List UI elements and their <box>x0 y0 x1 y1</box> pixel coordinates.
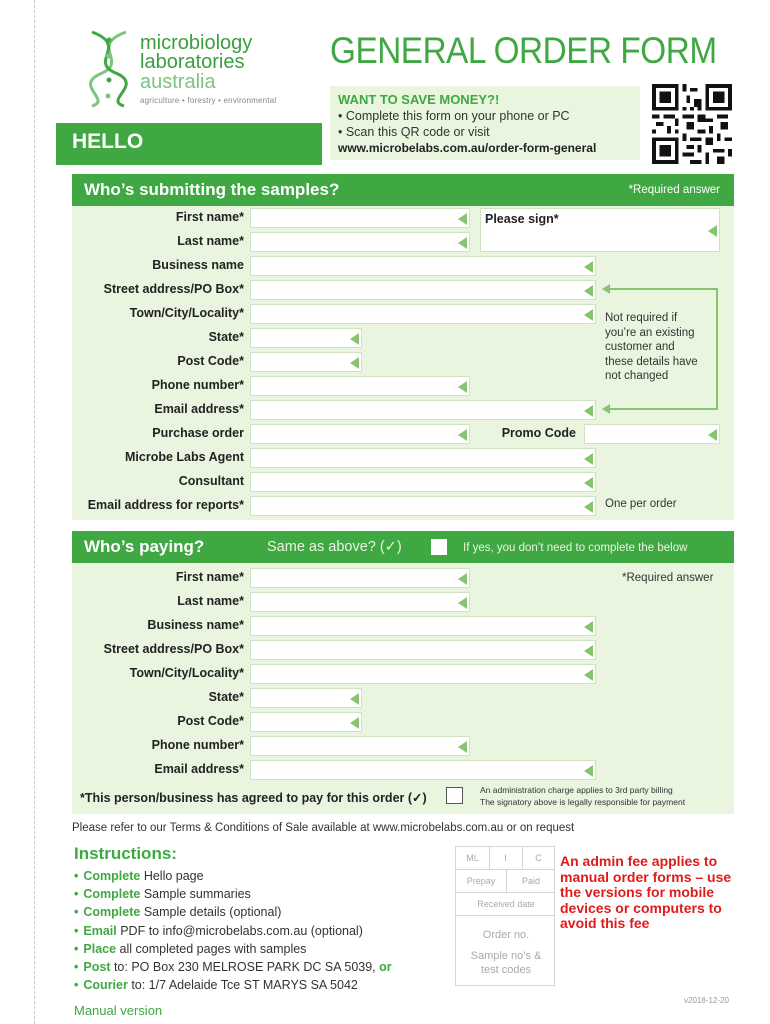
save-line-2: • Scan this QR code or visit <box>338 124 490 139</box>
state-label: State* <box>208 330 244 344</box>
office-use-box <box>455 846 555 986</box>
town-input[interactable] <box>250 304 596 324</box>
admin-note-line-2: The signatory above is legally responsible for payment <box>480 797 686 807</box>
logo-line-3: australia <box>140 71 216 93</box>
required-note: *Required answer <box>628 184 720 196</box>
consultant-input[interactable] <box>250 472 596 492</box>
payer-first-name-label: First name* <box>175 570 244 584</box>
hello-banner: HELLO <box>56 123 322 165</box>
town-label: Town/City/Locality* <box>129 306 244 320</box>
phone-label: Phone number* <box>151 378 244 392</box>
office-order-no: Order no. <box>482 929 530 941</box>
office-ml: ML <box>466 853 479 863</box>
payer-phone-label: Phone number* <box>151 738 244 752</box>
arrow-left-icon <box>602 284 610 294</box>
first-name-input[interactable] <box>250 208 470 228</box>
agent-label: Microbe Labs Agent <box>125 450 244 464</box>
submitter-header-bar <box>72 174 734 206</box>
post-code-label: Post Code* <box>177 354 244 368</box>
version-label: v2018-12-20 <box>684 996 729 1005</box>
same-as-above-checkbox[interactable] <box>431 539 447 555</box>
admin-charge-note <box>480 784 685 808</box>
dna-helix-icon <box>78 28 140 108</box>
promo-code-input[interactable] <box>584 424 720 444</box>
note-line: customer and <box>605 341 675 353</box>
instruction-item: • Place all completed pages with samples <box>74 941 307 956</box>
promo-code-label: Promo Code <box>501 426 576 440</box>
payer-street-input[interactable] <box>250 640 596 660</box>
logo-line-1: microbiology <box>140 32 253 54</box>
payer-state-input[interactable] <box>250 688 362 708</box>
save-money-box <box>330 86 640 160</box>
logo-line-2: laboratories <box>140 51 245 73</box>
form-title: GENERAL ORDER FORM <box>330 30 717 71</box>
instruction-item: • Email PDF to info@microbelabs.com.au (optional) <box>74 923 363 938</box>
one-per-order-note: One per order <box>605 498 677 510</box>
office-paid: Paid <box>521 876 540 886</box>
phone-input[interactable] <box>250 376 470 396</box>
payer-town-label: Town/City/Locality* <box>129 666 244 680</box>
qr-code-icon[interactable] <box>652 84 732 164</box>
payer-post-code-label: Post Code* <box>177 714 244 728</box>
payer-last-name-label: Last name* <box>177 594 244 608</box>
office-sample-nos: Sample no’s & <box>470 950 542 962</box>
email-reports-input[interactable] <box>250 496 596 516</box>
terms-note: Please refer to our Terms & Conditions of Sale available at www.microbelabs.com.au or on request <box>72 822 575 834</box>
agent-input[interactable] <box>250 448 596 468</box>
payer-email-label: Email address* <box>154 762 244 776</box>
payer-first-name-input[interactable] <box>250 568 470 588</box>
office-received-date: Received date <box>477 899 535 909</box>
save-money-title: WANT TO SAVE MONEY?! <box>338 92 500 107</box>
instruction-item: • Complete Hello page <box>74 869 204 883</box>
business-name-label: Business name <box>152 258 244 272</box>
admin-fee-warning: An admin fee applies to manual order forms – use the versions for mobile devices or computers to avoid this fee <box>560 853 732 931</box>
company-logo <box>78 28 308 108</box>
payer-phone-input[interactable] <box>250 736 470 756</box>
first-name-label: First name* <box>175 210 244 224</box>
instruction-item: • Post to: PO Box 230 MELROSE PARK DC SA 5039, or <box>74 960 392 975</box>
arrow-left-icon <box>602 404 610 414</box>
instruction-item: • Complete Sample details (optional) <box>74 905 282 920</box>
last-name-label: Last name* <box>177 234 244 248</box>
office-test-codes: test codes <box>480 964 532 976</box>
agree-to-pay-checkbox[interactable] <box>446 787 463 804</box>
save-line-1: • Complete this form on your phone or PC <box>338 109 570 123</box>
email-input[interactable] <box>250 400 596 420</box>
payer-last-name-input[interactable] <box>250 592 470 612</box>
note-line: these details have <box>605 355 698 368</box>
same-as-above-note: If yes, you don’t need to complete the below <box>463 542 688 554</box>
manual-version-label: Manual version <box>74 1003 163 1018</box>
instruction-item: • Courier to: 1/7 Adelaide Tce ST MARYS SA 5042 <box>74 978 358 993</box>
note-line: not changed <box>605 370 669 382</box>
note-line: you’re an existing <box>605 326 695 339</box>
payer-state-label: State* <box>208 690 244 704</box>
signature-field[interactable] <box>480 208 720 252</box>
logo-tagline: agriculture • forestry • environmental <box>140 96 277 105</box>
consultant-label: Consultant <box>178 474 244 488</box>
street-address-input[interactable] <box>250 280 596 300</box>
admin-note-line-1: An administration charge applies to 3rd party billing <box>480 785 673 795</box>
payer-email-input[interactable] <box>250 760 596 780</box>
instruction-item: • Complete Sample summaries <box>74 887 251 902</box>
business-name-input[interactable] <box>250 256 596 276</box>
email-label: Email address* <box>154 402 244 416</box>
payer-town-input[interactable] <box>250 664 596 684</box>
signature-label: Please sign* <box>485 212 559 226</box>
street-address-label: Street address/PO Box* <box>103 282 244 296</box>
office-prepay: Prepay <box>466 876 496 886</box>
payer-post-code-input[interactable] <box>250 712 362 732</box>
office-c: C <box>535 853 542 863</box>
not-required-note <box>605 311 715 384</box>
purchase-order-label: Purchase order <box>152 426 244 440</box>
payer-business-name-label: Business name* <box>147 618 244 632</box>
agree-to-pay-label: *This person/business has agreed to pay for this order (✓) <box>80 791 427 805</box>
office-i: I <box>504 853 507 863</box>
payer-business-name-input[interactable] <box>250 616 596 636</box>
note-line: Not required if <box>605 312 678 324</box>
online-form-link[interactable]: www.microbelabs.com.au/order-form-general <box>338 141 597 155</box>
instructions-list <box>74 867 392 994</box>
payer-required-note: *Required answer <box>622 572 714 584</box>
payer-heading: Who’s paying? <box>84 537 205 556</box>
instructions-title: Instructions: <box>74 844 177 863</box>
submitter-heading: Who’s submitting the samples? <box>84 180 340 199</box>
email-reports-label: Email address for reports* <box>87 498 244 512</box>
same-as-above-label: Same as above? (✓) <box>267 539 402 555</box>
payer-street-label: Street address/PO Box* <box>103 642 244 656</box>
state-input[interactable] <box>250 328 362 348</box>
post-code-input[interactable] <box>250 352 362 372</box>
cut-line <box>34 0 35 1024</box>
last-name-input[interactable] <box>250 232 470 252</box>
